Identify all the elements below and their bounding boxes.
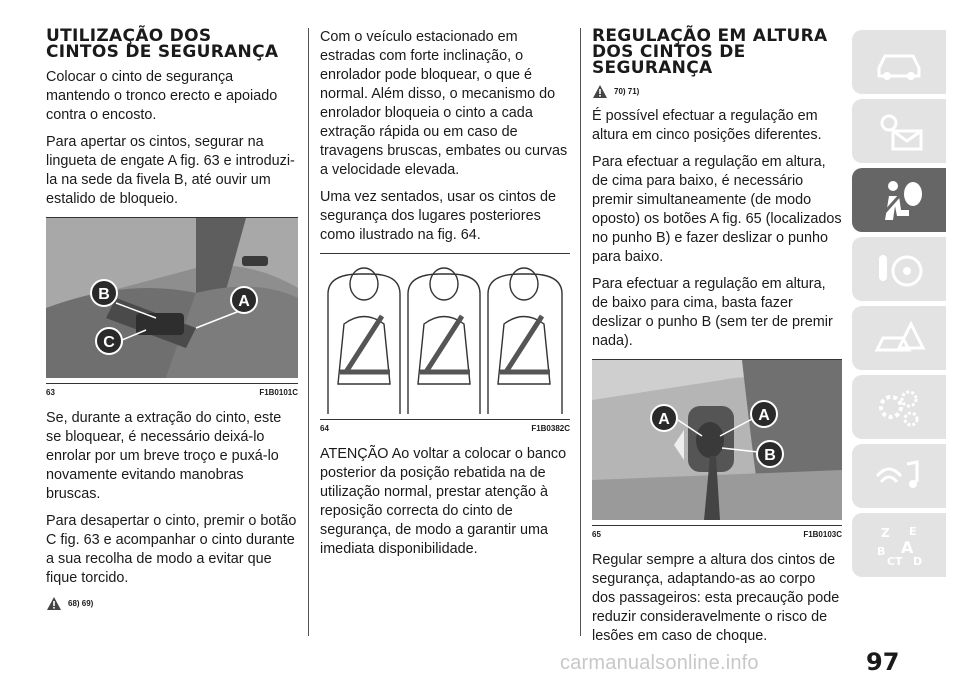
- paragraph: ATENÇÃO Ao voltar a colocar o banco posterior da posição rebatida na de utilização normal, prestar atenção à reposição correcta do cinto de segurança, de modo a garantir uma imediata disponibilidade.: [320, 446, 567, 557]
- index-letter: E: [909, 525, 917, 538]
- section-heading-usage: [46, 28, 298, 60]
- index-letter: C: [887, 555, 896, 568]
- column-2: [320, 28, 570, 567]
- figure-caption: [592, 530, 842, 539]
- page-number: 97: [866, 648, 900, 676]
- fig-label-a: A: [758, 407, 770, 424]
- maintenance-icon: [871, 383, 927, 431]
- paragraph: É possível efectuar a regulação em altura em cinco posições diferentes.: [592, 108, 822, 143]
- column-1: [46, 28, 298, 619]
- warning-lights-icon: [871, 107, 927, 155]
- warning-refs: 68) 69): [68, 599, 94, 608]
- paragraph: Para apertar os cintos, segurar na lingueta de engate A fig. 63 e introduzi-la na sede da fivela B, até ouvir um estalido de bloqueio.: [46, 134, 295, 207]
- heading-line: UTILIZAÇÃO DOS: [46, 26, 212, 46]
- column-divider: [580, 28, 581, 636]
- steering-start-icon: [871, 245, 927, 293]
- rear-seatbelts-illustration: [320, 254, 570, 414]
- airbag-seatbelt-icon: [871, 176, 927, 224]
- tab-safety[interactable]: [852, 168, 946, 232]
- paragraph: Para efectuar a regulação em altura, de cima para baixo, é necessário premir simultaneamente (de modo oposto) os botões A fig. 65 (localizados no punho B) e fazer deslizar o punho para baixo.: [592, 154, 842, 265]
- column-divider: [308, 28, 309, 636]
- tab-index[interactable]: [852, 513, 946, 577]
- column-3: [592, 28, 842, 654]
- paragraph: Se, durante a extração do cinto, este se bloquear, é necessário deixá-lo enrolar por um breve troço e puxá-lo novamente evitando manobras bruscas.: [46, 410, 282, 502]
- car-overview-icon: [871, 38, 927, 86]
- tab-car-overview[interactable]: [852, 30, 946, 94]
- index-letter: B: [877, 545, 886, 558]
- heading-line: SEGURANÇA: [592, 58, 713, 78]
- figure-64: [320, 253, 570, 420]
- fig-label-b: B: [764, 447, 776, 464]
- fig-label-a: A: [238, 293, 250, 310]
- heading-line: REGULAÇÃO EM ALTURA: [592, 26, 828, 46]
- paragraph: Colocar o cinto de segurança mantendo o tronco erecto e apoiado contra o encosto.: [46, 69, 278, 123]
- seatbelt-buckle-photo: [46, 218, 298, 378]
- figure-caption: [320, 424, 570, 433]
- figure-caption: [46, 388, 298, 397]
- multimedia-icon: [871, 452, 927, 500]
- warning-triangle-icon: [592, 84, 608, 99]
- figure-65: [592, 359, 842, 526]
- emergency-icon: [871, 314, 927, 362]
- warning-reference: [46, 596, 298, 611]
- index-letter: A: [901, 538, 914, 557]
- figure-number: 64: [320, 424, 329, 433]
- paragraph: Para efectuar a regulação em altura, de baixo para cima, basta fazer deslizar o punho B (sem ter de premir nada).: [592, 276, 833, 349]
- tab-emergency[interactable]: [852, 306, 946, 370]
- figure-code: F1B0103C: [803, 530, 842, 539]
- index-icon: [871, 521, 927, 569]
- figure-code: F1B0382C: [531, 424, 570, 433]
- heading-line: DOS CINTOS DE: [592, 42, 746, 62]
- fig-label-a: A: [658, 411, 670, 428]
- heading-line: CINTOS DE SEGURANÇA: [46, 42, 279, 62]
- paragraph: Regular sempre a altura dos cintos de segurança, adaptando-as ao corpo dos passageiros: esta precaução pode reduzir consideravelmente o risco de lesões em caso de choque.: [592, 552, 840, 644]
- fig-label-c: C: [103, 334, 115, 351]
- chapter-tabs: [852, 30, 946, 582]
- fig-label-b: B: [98, 286, 110, 303]
- figure-number: 63: [46, 388, 55, 397]
- paragraph: Uma vez sentados, usar os cintos de segurança dos lugares posteriores como ilustrado na fig. 64.: [320, 189, 556, 243]
- figure-63: [46, 217, 298, 384]
- warning-refs: 70) 71): [614, 87, 640, 96]
- index-letter: D: [913, 555, 923, 568]
- tab-maintenance[interactable]: [852, 375, 946, 439]
- tab-multimedia[interactable]: [852, 444, 946, 508]
- paragraph: Para desapertar o cinto, premir o botão C fig. 63 e acompanhar o cinto durante a sua recolha de modo a evitar que fique torcido.: [46, 513, 297, 586]
- section-heading-height-adjust: [592, 28, 842, 76]
- tab-starting-driving[interactable]: [852, 237, 946, 301]
- index-letter: Z: [881, 526, 890, 540]
- index-letter: T: [895, 555, 903, 568]
- paragraph: Com o veículo estacionado em estradas com forte inclinação, o enrolador pode bloquear, o que é normal. Além disso, o mecanismo do enrolador bloqueia o cinto a cada extração rápida ou em caso de travagens bruscas, embates ou curvas a velocidade elevada.: [320, 29, 568, 178]
- figure-number: 65: [592, 530, 601, 539]
- warning-reference: [592, 84, 842, 99]
- figure-code: F1B0101C: [259, 388, 298, 397]
- watermark: carmanualsonline.info: [560, 652, 759, 674]
- tab-warning-lights[interactable]: [852, 99, 946, 163]
- belt-height-adjuster-photo: [592, 360, 842, 520]
- warning-triangle-icon: [46, 596, 62, 611]
